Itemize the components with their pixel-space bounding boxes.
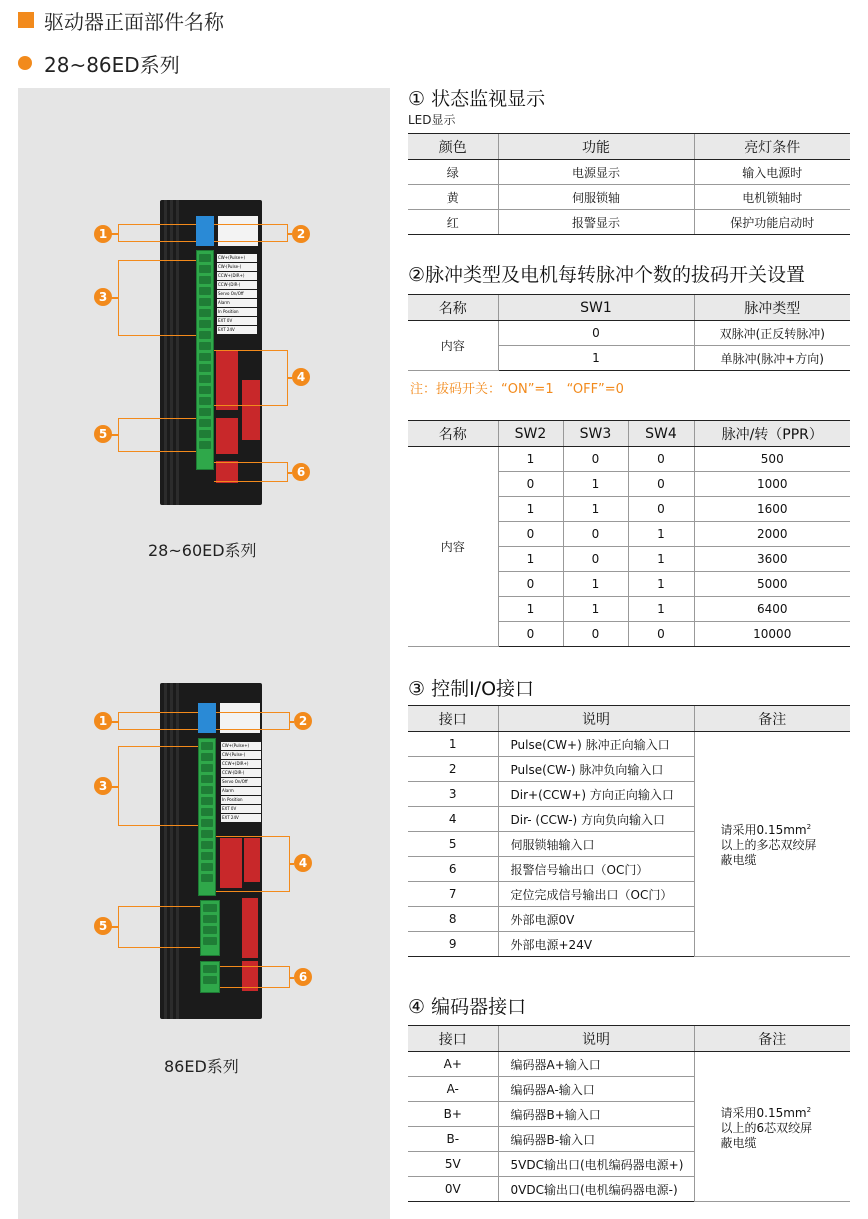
- device-panel: [18, 88, 390, 1219]
- table-row: 9 外部电源+24V: [408, 932, 850, 957]
- marker-6-bottom: 6: [294, 968, 312, 986]
- marker-3-bottom: 3: [94, 777, 112, 795]
- table-row: 1 单脉冲(脉冲+方向): [408, 346, 850, 371]
- table-row: 3 Dir+(CCW+) 方向正向输入口: [408, 782, 850, 807]
- series-heading: 28~86ED系列: [18, 50, 180, 76]
- table-row: A- 编码器A-输入口: [408, 1077, 850, 1102]
- square-bullet-icon: [18, 12, 34, 28]
- io-terminal-bottom: [198, 738, 216, 896]
- table-row: B- 编码器B-输入口: [408, 1127, 850, 1152]
- dip-note: 注：拔码开关：“ON”=1 “OFF”=0: [410, 382, 624, 397]
- table-row: B+ 编码器B+输入口: [408, 1102, 850, 1127]
- marker-6-top: 6: [292, 463, 310, 481]
- table-row: 7 定位完成信号输出口（OC门）: [408, 882, 850, 907]
- dip-switch-bottom: [198, 703, 216, 733]
- section-heading: 驱动器正面部件名称: [18, 6, 224, 34]
- caption-top: 28~60ED系列: [148, 541, 257, 560]
- marker-1-top: 1: [94, 225, 112, 243]
- sw1-table: 名称 SW1 脉冲类型 内容 0 双脉冲(正反转脉冲) 1 单脉冲(脉冲+方向): [408, 294, 850, 371]
- led-subtitle: LED显示: [408, 113, 456, 127]
- marker-4-bottom: 4: [294, 854, 312, 872]
- io-label-list-top: CW+(Pulse+) CW-(Pulse-) CCW+(DIR+) CCW-(DIR-) Servo On/Off Alarm In Position EXT 0V EXT 24V: [217, 254, 257, 335]
- table-row: 0 0 0 10000: [408, 622, 850, 647]
- table-row: 8 外部电源0V: [408, 907, 850, 932]
- section-4-title: ④ 编码器接口: [408, 996, 527, 1018]
- table-row: 0 1 0 1000: [408, 472, 850, 497]
- io-label-list-bottom: CW+(Pulse+) CW-(Pulse-) CCW+(DIR+) CCW-(DIR-) Servo On/Off Alarm In Position EXT 0V EXT 24V: [221, 742, 261, 823]
- marker-4-top: 4: [292, 368, 310, 386]
- table-row: 1 0 1 3600: [408, 547, 850, 572]
- table-row: 0 1 1 5000: [408, 572, 850, 597]
- table-row: 内容 1 0 0 500: [408, 447, 850, 472]
- section-2-title: ②脉冲类型及电机每转脉冲个数的拔码开关设置: [408, 264, 806, 286]
- power-terminal-bottom: [200, 961, 220, 993]
- table-row: 5V 5VDC输出口(电机编码器电源+): [408, 1152, 850, 1177]
- caption-bottom: 86ED系列: [164, 1057, 239, 1076]
- table-row: 红 报警显示 保护功能启动时: [408, 210, 850, 235]
- marker-3-top: 3: [94, 288, 112, 306]
- encoder-terminal-label-top: [216, 418, 238, 454]
- led-table: 颜色 功能 亮灯条件 绿 电源显示 输入电源时 黄 伺服锁轴 电机锁轴时 红 报警显示 保护功能启动时: [408, 133, 850, 235]
- encoder-terminal-bottom: [200, 900, 220, 956]
- table-row: 1 1 1 6400: [408, 597, 850, 622]
- io-terminal-top: [196, 250, 214, 470]
- encoder-note: 请采用$0.15mm^2$ 以上的6芯双绞屏 蔽电缆: [694, 1052, 850, 1202]
- io-note: 请采用$0.15mm^2$ 以上的多芯双绞屏 蔽电缆: [694, 732, 850, 957]
- table-row: 1 1 0 1600: [408, 497, 850, 522]
- dip-switch-top: [196, 216, 214, 246]
- section-1-title: ① 状态监视显示: [408, 88, 546, 110]
- table-row: 2 Pulse(CW-) 脉冲负向输入口: [408, 757, 850, 782]
- table-row: A+ 编码器A+输入口 请采用$0.15mm^2$ 以上的6芯双绞屏 蔽电缆: [408, 1052, 850, 1077]
- table-row: 6 报警信号输出口（OC门）: [408, 857, 850, 882]
- marker-1-bottom: 1: [94, 712, 112, 730]
- marker-5-bottom: 5: [94, 917, 112, 935]
- marker-5-top: 5: [94, 425, 112, 443]
- table-row: 1 Pulse(CW+) 脉冲正向输入口 请采用$0.15mm^2$ 以上的多芯双绞屏 蔽电缆: [408, 732, 850, 757]
- table-row: 0V 0VDC输出口(电机编码器电源-): [408, 1177, 850, 1202]
- marker-2-top: 2: [292, 225, 310, 243]
- table-row: 4 Dir- (CCW-) 方向负向输入口: [408, 807, 850, 832]
- encoder-terminal-label-bottom: [242, 898, 258, 958]
- marker-2-bottom: 2: [294, 712, 312, 730]
- table-row: 内容 0 双脉冲(正反转脉冲): [408, 321, 850, 346]
- section-3-title: ③ 控制I/O接口: [408, 678, 535, 700]
- table-row: 绿 电源显示 输入电源时: [408, 160, 850, 185]
- table-row: 5 伺服锁轴输入口: [408, 832, 850, 857]
- dot-bullet-icon: [18, 56, 32, 70]
- table-row: 黄 伺服锁轴 电机锁轴时: [408, 185, 850, 210]
- ppr-table: 名称 SW2 SW3 SW4 脉冲/转（PPR） 内容 1 0 0 500 0 1 0 1000 1 1 0 1600 0 0 1 2000 1 0 1 3600 0 1 1 5000 1 1 1 6400 0 0 0 10000: [408, 420, 850, 647]
- table-row: 0 0 1 2000: [408, 522, 850, 547]
- encoder-table: 接口 说明 备注 A+ 编码器A+输入口 请采用$0.15mm^2$ 以上的6芯双绞屏 蔽电缆 A- 编码器A-输入口 B+ 编码器B+输入口 B- 编码器B-输入口 5V 5VDC输出口(电机编码器电源+) 0V 0VDC输出口(电机编码器电源-): [408, 1025, 850, 1202]
- io-table: 接口 说明 备注 1 Pulse(CW+) 脉冲正向输入口 请采用$0.15mm^2$ 以上的多芯双绞屏 蔽电缆 2 Pulse(CW-) 脉冲负向输入口 3 Dir+(CCW+) 方向正向输入口 4 Dir- (CCW-) 方向负向输入口 5 伺服锁轴输入口 6 报警信号输出口（OC门） 7 定位完成信号输出口（OC门） 8 外部电源0V 9 外部电源+24V: [408, 705, 850, 957]
